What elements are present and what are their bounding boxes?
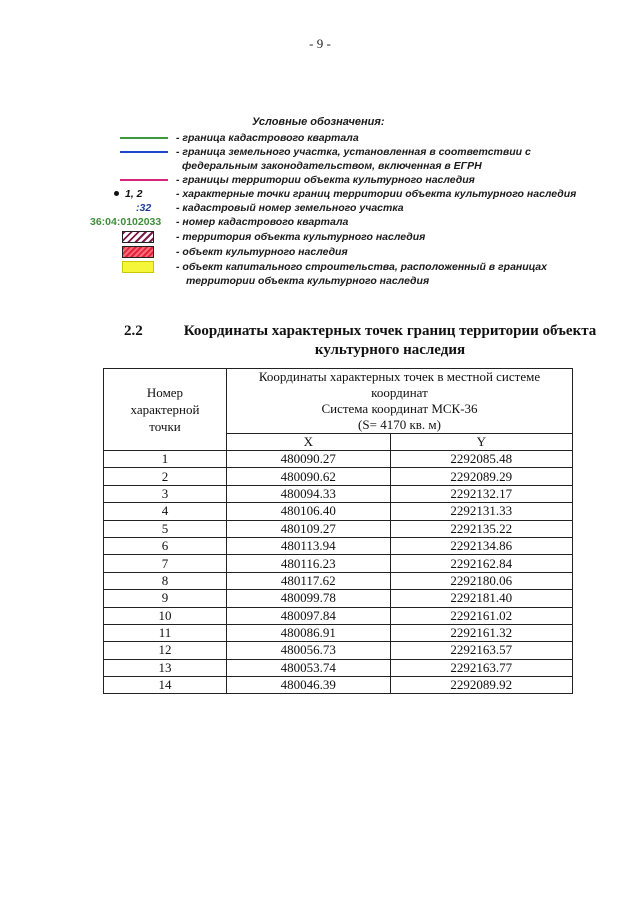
legend-item-heritage-object bbox=[104, 245, 584, 259]
table-cell: 480113.94 bbox=[227, 537, 391, 554]
table-cell: 2292135.22 bbox=[390, 520, 572, 537]
table-cell: 480046.39 bbox=[227, 677, 391, 694]
legend-item-heritage-territory bbox=[104, 230, 584, 244]
table-cell: 2292085.48 bbox=[390, 451, 572, 468]
table-row bbox=[104, 590, 573, 607]
table-cell: 2292134.86 bbox=[390, 537, 572, 554]
legend-title: Условные обозначения: bbox=[252, 116, 385, 128]
table-row bbox=[104, 572, 573, 589]
red-swatch-icon bbox=[122, 246, 154, 258]
coordinates-table bbox=[103, 368, 573, 694]
table-cell: 13 bbox=[104, 659, 227, 676]
legend-item-text: - объект культурного наследия bbox=[176, 246, 348, 258]
table-cell: 7 bbox=[104, 555, 227, 572]
table-row bbox=[104, 520, 573, 537]
table-cell: 480099.78 bbox=[227, 590, 391, 607]
section-title-line: Координаты характерных точек границ территории объекта bbox=[183, 323, 597, 339]
table-cell: 2292089.29 bbox=[390, 468, 572, 485]
table-row bbox=[104, 607, 573, 624]
quarter-number-label: 36:04:0102033 bbox=[90, 216, 162, 228]
blue-line-icon bbox=[120, 151, 168, 153]
table-cell: 10 bbox=[104, 607, 227, 624]
page-number: - 9 - bbox=[309, 36, 331, 51]
legend-item-text: - кадастровый номер земельного участка bbox=[176, 202, 404, 214]
table-cell: 2292181.40 bbox=[390, 590, 572, 607]
section-number: 2.2 bbox=[124, 323, 143, 339]
table-cell: 5 bbox=[104, 520, 227, 537]
legend-item-text: - граница кадастрового квартала bbox=[176, 132, 359, 144]
legend-item-quarter-number bbox=[90, 215, 584, 229]
column-header-coordinates: Координаты характерных точек в местной системе координат Система координат МСК-36 (S= 4170 кв. м) bbox=[227, 369, 573, 434]
table-cell: 480086.91 bbox=[227, 624, 391, 641]
table-cell: 2292180.06 bbox=[390, 572, 572, 589]
table-cell: 11 bbox=[104, 624, 227, 641]
table-cell: 480097.84 bbox=[227, 607, 391, 624]
table-cell: 6 bbox=[104, 537, 227, 554]
column-header-x: X bbox=[227, 434, 391, 451]
point-icon bbox=[114, 187, 143, 201]
legend-item-land-plot-boundary bbox=[104, 145, 584, 159]
magenta-line-icon bbox=[120, 179, 168, 181]
table-cell: 480116.23 bbox=[227, 555, 391, 572]
points-label: 1, 2 bbox=[125, 188, 143, 200]
table-cell: 3 bbox=[104, 485, 227, 502]
legend-item-text: - территория объекта культурного наследия bbox=[176, 231, 426, 243]
section-title bbox=[170, 322, 610, 360]
table-cell: 4 bbox=[104, 503, 227, 520]
table-row bbox=[104, 624, 573, 641]
table-cell: 2292132.17 bbox=[390, 485, 572, 502]
table-row bbox=[104, 503, 573, 520]
table-cell: 2292089.92 bbox=[390, 677, 572, 694]
table-cell: 480117.62 bbox=[227, 572, 391, 589]
table-row bbox=[104, 555, 573, 572]
column-header-y: Y bbox=[390, 434, 572, 451]
legend-item-heritage-boundary bbox=[104, 173, 584, 187]
table-cell: 2 bbox=[104, 468, 227, 485]
yellow-swatch-icon bbox=[122, 261, 154, 273]
table-cell: 2292162.84 bbox=[390, 555, 572, 572]
legend-item-text: - граница земельного участка, установленная в соответствии с bbox=[176, 146, 531, 158]
table-cell: 9 bbox=[104, 590, 227, 607]
table-cell: 480106.40 bbox=[227, 503, 391, 520]
table-cell: 14 bbox=[104, 677, 227, 694]
table-cell: 12 bbox=[104, 642, 227, 659]
table-cell: 2292161.02 bbox=[390, 607, 572, 624]
table-row bbox=[104, 659, 573, 676]
legend-item-text: территории объекта культурного наследия bbox=[186, 275, 430, 287]
legend-item-cadastral-number bbox=[104, 201, 584, 215]
table-row bbox=[104, 451, 573, 468]
table-row bbox=[104, 468, 573, 485]
legend-item-capital-object bbox=[104, 260, 584, 274]
table-cell: 2292161.32 bbox=[390, 624, 572, 641]
legend-item-text: - объект капитального строительства, расположенный в границах bbox=[176, 261, 547, 273]
table-row bbox=[104, 642, 573, 659]
table-cell: 8 bbox=[104, 572, 227, 589]
legend-item-text: - границы территории объекта культурного наследия bbox=[176, 174, 475, 186]
table-cell: 480090.27 bbox=[227, 451, 391, 468]
section-title-line: культурного наследия bbox=[314, 342, 466, 358]
legend-item-text: федеральным законодательством, включенная в ЕГРН bbox=[182, 160, 482, 172]
table-cell: 480109.27 bbox=[227, 520, 391, 537]
table-row bbox=[104, 485, 573, 502]
cadastral-number-label: :32 bbox=[136, 202, 152, 214]
legend-item-continuation bbox=[104, 159, 584, 173]
legend-item-characteristic-points bbox=[104, 187, 584, 201]
column-header-point-number: Номер характерной точки bbox=[104, 369, 227, 451]
table-cell: 480094.33 bbox=[227, 485, 391, 502]
green-line-icon bbox=[120, 137, 168, 139]
legend-item-text: - номер кадастрового квартала bbox=[176, 216, 349, 228]
hatched-swatch-icon bbox=[122, 231, 154, 243]
table-cell: 2292131.33 bbox=[390, 503, 572, 520]
legend-item-quarter-boundary bbox=[104, 131, 584, 145]
table-row bbox=[104, 677, 573, 694]
legend-item-continuation bbox=[104, 274, 584, 288]
table-cell: 480053.74 bbox=[227, 659, 391, 676]
table-row bbox=[104, 537, 573, 554]
table-cell: 1 bbox=[104, 451, 227, 468]
table-cell: 2292163.77 bbox=[390, 659, 572, 676]
table-cell: 2292163.57 bbox=[390, 642, 572, 659]
table-cell: 480056.73 bbox=[227, 642, 391, 659]
table-cell: 480090.62 bbox=[227, 468, 391, 485]
legend-item-text: - характерные точки границ территории объекта культурного наследия bbox=[176, 188, 577, 200]
